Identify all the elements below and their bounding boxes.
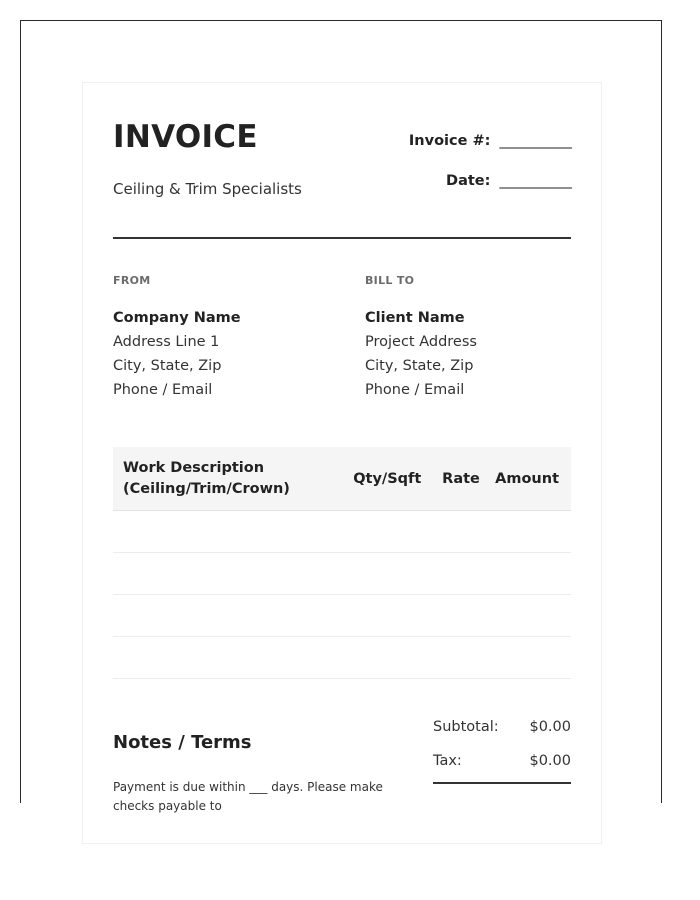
cell-rate[interactable] (427, 637, 495, 679)
project-address[interactable]: Project Address (365, 334, 477, 350)
notes-body[interactable]: Payment is due within ___ days. Please make checks payable to (113, 780, 383, 813)
cell-amount[interactable] (495, 553, 571, 595)
cell-amount[interactable] (495, 595, 571, 637)
column-header-qty: Qty/Sqft (348, 447, 427, 511)
page-frame (20, 20, 662, 813)
table-row (113, 595, 571, 637)
invoice-number-field[interactable]: __________ (499, 133, 572, 149)
cell-description[interactable] (113, 595, 348, 637)
table-row (113, 637, 571, 679)
client-city-state-zip[interactable]: City, State, Zip (365, 358, 474, 374)
column-header-rate: Rate (427, 447, 495, 511)
table-header-row (113, 447, 571, 511)
cell-qty[interactable] (348, 637, 427, 679)
column-header-description-line2: (Ceiling/Trim/Crown) (123, 480, 290, 497)
client-name[interactable]: Client Name (365, 310, 465, 326)
invoice-date-field[interactable]: __________ (499, 173, 572, 189)
cell-amount[interactable] (495, 637, 571, 679)
cell-description[interactable] (113, 637, 348, 679)
cell-amount[interactable] (495, 511, 571, 553)
notes-title: Notes / Terms (113, 732, 252, 753)
column-header-description (113, 447, 348, 511)
cell-description[interactable] (113, 511, 348, 553)
tax-value: $0.00 (529, 753, 571, 769)
tax-row (433, 750, 571, 784)
from-address[interactable]: Address Line 1 (113, 334, 220, 350)
table-row (113, 553, 571, 595)
cell-rate[interactable] (427, 511, 495, 553)
subtotal-label: Subtotal: (433, 719, 499, 735)
from-label: FROM (113, 274, 151, 287)
invoice-title: INVOICE (113, 119, 258, 155)
from-city-state-zip[interactable]: City, State, Zip (113, 358, 222, 374)
bill-to-label: BILL TO (365, 274, 415, 287)
from-contact[interactable]: Phone / Email (113, 382, 213, 398)
invoice-date-line (446, 173, 572, 189)
company-tagline: Ceiling & Trim Specialists (113, 180, 302, 198)
from-block (113, 274, 333, 402)
column-header-description-line1: Work Description (123, 459, 265, 476)
column-header-amount: Amount (495, 447, 571, 511)
subtotal-value: $0.00 (529, 719, 571, 735)
invoice-number-label: Invoice #: (408, 133, 491, 149)
cell-qty[interactable] (348, 511, 427, 553)
header-divider (113, 237, 571, 239)
invoice-sheet (82, 82, 602, 844)
cell-rate[interactable] (427, 553, 495, 595)
invoice-number-line (409, 133, 572, 149)
cell-qty[interactable] (348, 553, 427, 595)
subtotal-row (433, 716, 571, 750)
invoice-date-label: Date: (446, 173, 491, 189)
totals-block (433, 716, 571, 784)
from-company-name[interactable]: Company Name (113, 310, 241, 326)
table-row (113, 511, 571, 553)
tax-label: Tax: (433, 753, 462, 769)
cell-qty[interactable] (348, 595, 427, 637)
cell-description[interactable] (113, 553, 348, 595)
line-items-table (113, 447, 571, 679)
cell-rate[interactable] (427, 595, 495, 637)
client-contact[interactable]: Phone / Email (365, 382, 465, 398)
bill-to-block (365, 274, 585, 402)
